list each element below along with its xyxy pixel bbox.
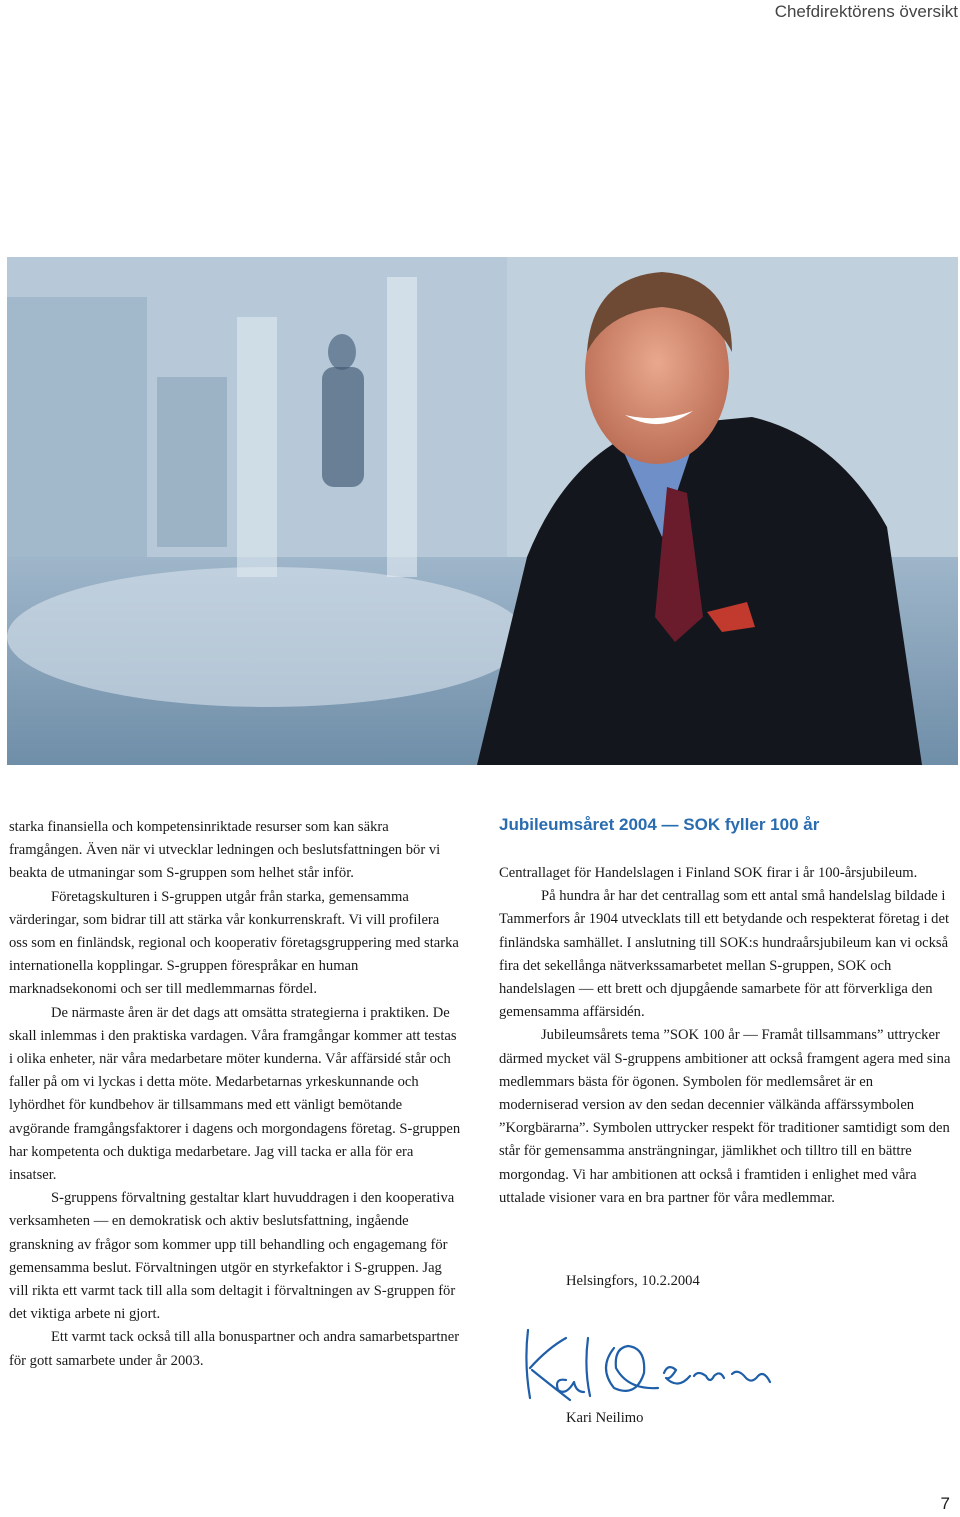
right-column [499, 862, 956, 1210]
paragraph: starka finansiella och kompetensinriktade resurser som kan säkra framgången. Även när vi utvecklar ledningen och beslutsfattningen bör vi beakta de utmaningar som S-gruppen som helhet står inför. [9, 819, 441, 882]
handwritten-signature [518, 1318, 778, 1413]
paragraph: Ett varmt tack också till alla bonuspartner och andra samarbetspartner för gott samarbete under år 2003. [9, 1329, 460, 1369]
paragraph: Företagskulturen i S-gruppen utgår från starka, gemensamma värderingar, som bidrar till att stärka vår konkurrenskraft. Vi vill profilera oss som en finländsk, regional och kooperativ företagsgruppering med starka internationella kopplingar. S-gruppen förespråkar en human marknadsekonomi och ser till medlemmarnas fördel. [9, 888, 459, 998]
portrait-photo [7, 257, 958, 765]
paragraph: Jubileumsårets tema ”SOK 100 år — Framåt tillsammans” uttrycker därmed mycket väl S-gruppens ambitioner att också framgent agera med sina medlemmars bästa för ögonen. Symbolen för medlemsåret är en moderniserad version av den sedan decennier välkända affärssymbolen ”Korgbärarna”. Symbolen uttrycker respekt för traditioner samtidigt som den står för gemensamma ansträngningar, jämlikhet och tilltro till en bättre morgondag. Vi har ambitionen att också i framtiden i enlighet med våra uttalade visioner vara en bra partner för våra medlemmar. [499, 1027, 951, 1206]
paragraph: De närmaste åren är det dags att omsätta strategierna i praktiken. De skall inlemmas i den praktiska vardagen. Våra framgångar kommer att testas i olika enheter, när våra medarbetare möter kunderna. Vår affärsidé står och faller på om vi lyckas i detta möte. Medarbetarnas yrkeskunnande och lyhördhet för kundbehov är tillsammans med ett vänligt bemötande avgörande framgångsfaktorer i dagens och morgondagens företag. S-gruppen har kompetenta och duktiga medarbetare. Jag vill tacka er alla för era insatser. [9, 1004, 461, 1184]
paragraph: Centrallaget för Handelslagen i Finland SOK firar i år 100-årsjubileum. [499, 865, 918, 881]
signer-name: Kari Neilimo [566, 1410, 644, 1426]
section-title: Chefdirektörens översikt [774, 2, 958, 21]
left-column [9, 816, 461, 1373]
paragraph: S-gruppens förvaltning gestaltar klart huvuddragen i den kooperativa verksamheten — en demokratisk och aktiv beslutsfattning, ingående granskning av frågor som kommer upp till behandling och engagemang för gemensamma beslut. Förvaltningen utgör en styrkefaktor i S-gruppen. Jag vill rikta ett varmt tack till alla som deltagit i förvaltningen av S-gruppen för det viktiga arbete ni gjort. [9, 1190, 456, 1323]
page-number: 7 [940, 1494, 950, 1513]
portrait-illustration [7, 257, 958, 765]
place-date: Helsingfors, 10.2.2004 [566, 1273, 700, 1289]
paragraph: På hundra år har det centrallag som ett antal små handelslag bildade i Tammerfors år 1904 utvecklats till ett betydande och respekterat företag i det finländska samhället. I anslutning till SOK:s hundraårsjubileum kan vi också fira det sekellånga nätverkssamarbetet mellan S-gruppen, SOK och handelslagen — ett brett och djupgående samarbete för att förverkliga den gemensamma affärsidén. [499, 888, 949, 1021]
section-heading: Jubileumsåret 2004 — SOK fyller 100 år [499, 815, 820, 834]
